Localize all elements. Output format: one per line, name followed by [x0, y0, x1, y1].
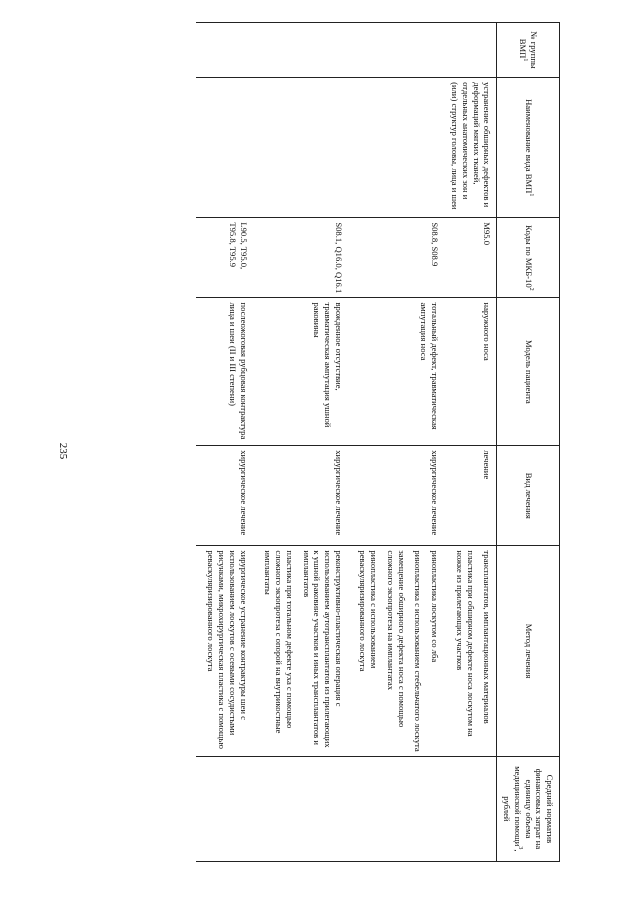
cell-model: послеожоговая рубцовая контрактура лица и шеи (II и III степени)	[196, 298, 253, 446]
header-model: Модель пациента	[497, 298, 560, 446]
page-number: 235	[57, 442, 69, 460]
header-codes: Коды по МКБ-$10^2$	[497, 218, 560, 298]
header-name: Наименование вида ВМП$^1$	[497, 78, 560, 218]
cell-cost	[444, 756, 497, 861]
header-group: № группы ВМП$^1$	[497, 23, 560, 78]
cell-cost	[348, 756, 444, 861]
cell-name	[348, 78, 444, 218]
method-line: хирургическое устранение контрактуры шеи с использованием лоскутов с осевыми сосудистыми рисунками, микрохирургическая пластика с помощью реваскуляризированного лоскута	[206, 550, 249, 749]
cell-model: тотальный дефект, травматическая ампутация носа	[348, 298, 444, 446]
table-row	[444, 23, 497, 862]
method-line: трансплантатов, имплантационных материалов	[482, 550, 493, 724]
cell-group	[348, 23, 444, 78]
cell-name: устранение обширных дефектов и деформаций мягких тканей, отдельных анатомических зон и (или) структур головы, лица и шеи	[444, 78, 497, 218]
cell-method	[444, 546, 497, 756]
header-method: Метод лечения	[497, 546, 560, 756]
method-line: ринопластика лоскутом со лба	[430, 550, 441, 663]
cell-name	[196, 78, 253, 218]
cell-codes: S08.1, Q16.0, Q16.1	[253, 218, 348, 298]
table-row	[196, 23, 253, 862]
cell-cost	[196, 756, 253, 861]
method-line: реконструктивно-пластическая операция с использованием аутотрансплантатов из прилегающих к ушной раковине участков и иных трансплантатов и имплантатов	[301, 550, 344, 748]
method-line: пластика при тотальном дефекте уха с помощью сложного экзопротеза с опорой на внутрикостные имплантаты	[263, 550, 295, 734]
header-row	[497, 23, 560, 862]
cell-codes: S08.8, S08.9	[348, 218, 444, 298]
table-row	[253, 23, 348, 862]
rotated-sheet	[90, 22, 560, 862]
cell-model: врожденное отсутствие, травматическая ампутация ушной раковины	[253, 298, 348, 446]
vmp-table	[196, 22, 560, 862]
method-line: замещение обширного дефекта носа с помощью сложного экзопротеза на имплантатах	[385, 550, 407, 728]
method-line: ринопластика с использованием реваскуляризированного лоскута	[358, 550, 380, 672]
cell-type: хирургическое лечение	[253, 446, 348, 546]
cell-type: хирургическое лечение	[348, 446, 444, 546]
cell-name	[253, 78, 348, 218]
cell-method	[196, 546, 253, 756]
cell-group	[444, 23, 497, 78]
cell-method	[348, 546, 444, 756]
cell-type: хирургическое лечение	[196, 446, 253, 546]
cell-type: лечение	[444, 446, 497, 546]
cell-group	[196, 23, 253, 78]
cell-codes: M95.0	[444, 218, 497, 298]
method-line: ринопластика с использованием стебельчатого лоскута	[413, 550, 424, 752]
table-container	[90, 22, 560, 862]
table-row	[348, 23, 444, 862]
cell-group	[253, 23, 348, 78]
cell-method	[253, 546, 348, 756]
cell-codes: L90.5, T95.0, T95.8, T95.9	[196, 218, 253, 298]
header-cost: Средний норматив финансовых затрат на единицу объема медицинской помощи$^3$, рублей	[497, 756, 560, 861]
header-type: Вид лечения	[497, 446, 560, 546]
cell-cost	[253, 756, 348, 861]
cell-model: наружного носа	[444, 298, 497, 446]
method-line: пластика при обширном дефекте носа лоскутом на ножке из прилегающих участков	[454, 550, 476, 737]
